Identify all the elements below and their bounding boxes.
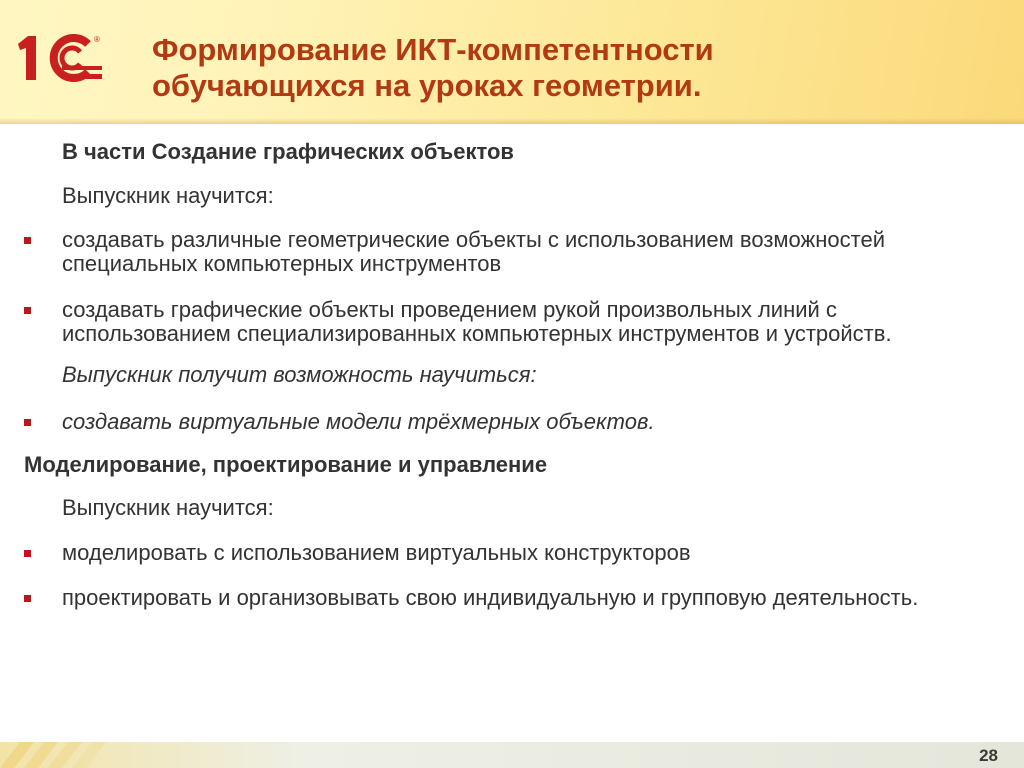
list-item-text: создавать виртуальные модели трёхмерных объектов.: [62, 409, 655, 434]
slide-title-line-1: Формирование ИКТ-компетентности: [152, 32, 714, 67]
section-2-learn-intro: Выпускник научится:: [62, 495, 274, 520]
slide-title: [152, 32, 992, 104]
list-item: [0, 410, 1024, 434]
section-1-heading: В части Создание графических объектов: [62, 139, 514, 164]
list-item: [0, 298, 1024, 346]
slide-body: [0, 140, 1024, 610]
list-item-text: проектировать и организовывать свою индивидуальную и групповую деятельность.: [62, 585, 919, 610]
svg-text:®: ®: [94, 35, 100, 44]
bullet-icon: [24, 237, 31, 244]
section-1-opportunity-intro: Выпускник получит возможность научиться:: [62, 362, 537, 387]
bullet-icon: [24, 550, 31, 557]
list-item: [0, 586, 1024, 610]
slide-footer: [0, 742, 1024, 768]
slide-header: [0, 0, 1024, 124]
list-item-text: создавать различные геометрические объекты с использованием возможностей специальных компьютерных инструментов: [62, 227, 885, 276]
list-item: [0, 228, 1024, 276]
bullet-icon: [24, 595, 31, 602]
list-item: [0, 541, 1024, 565]
bullet-icon: [24, 419, 31, 426]
list-item-text: создавать графические объекты проведением рукой произвольных линий с использованием специализированных компьютерных инструментов и устройств.: [62, 297, 892, 346]
section-2-heading: Моделирование, проектирование и управление: [24, 452, 548, 477]
bullet-icon: [24, 307, 31, 314]
page-number: 28: [979, 746, 998, 765]
footer-stripes-decoration: [0, 742, 200, 768]
section-1-learn-intro: Выпускник научится:: [62, 183, 274, 208]
1c-logo-icon: [12, 30, 108, 86]
slide-title-line-2: обучающихся на уроках геометрии.: [152, 68, 702, 103]
list-item-text: моделировать с использованием виртуальных конструкторов: [62, 540, 691, 565]
